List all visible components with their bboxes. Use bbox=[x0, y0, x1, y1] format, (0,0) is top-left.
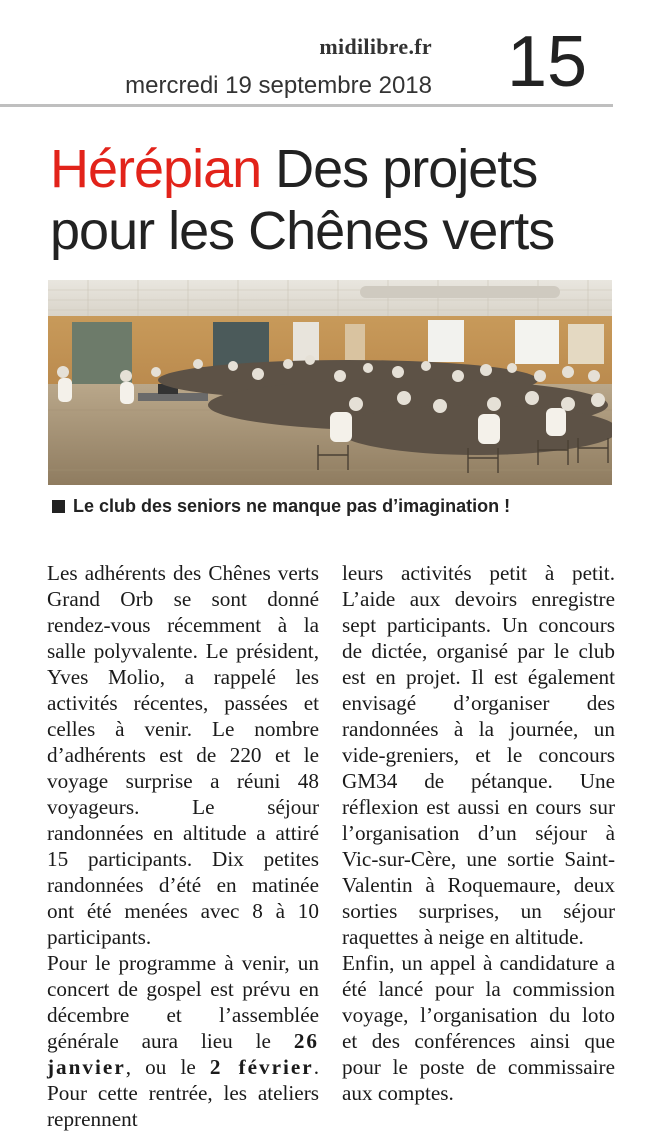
photo-caption-text: Le club des seniors ne manque pas d’imagination ! bbox=[73, 496, 511, 516]
site-name[interactable]: midilibre.fr bbox=[319, 34, 432, 59]
article-headline bbox=[50, 138, 630, 262]
paragraph-2-continued: leurs activités petit à petit. L’aide aux devoirs enregistre sept participants. Un concours de dictée, organisé par le club est en projet. Il est également envisagé d’organiser des randonnées à la journée, un vide-greniers, et le concours GM34 de pétanque. Une réflexion est aussi en cours sur l’organisation d’un séjour à Vic-sur-Cère, une sortie Saint-Valentin à Roquemaure, deux sorties surprises, un séjour raquettes à neige en altitude. bbox=[342, 561, 615, 949]
article-column-2 bbox=[342, 560, 615, 1106]
headline-town: Hérépian bbox=[50, 139, 262, 199]
paragraph-2-text-c: . Pour cette rentrée, les ateliers reprennent bbox=[47, 1055, 319, 1131]
issue-date: mercredi 19 septembre 2018 bbox=[125, 72, 432, 99]
date-highlight-2: 2 février bbox=[209, 1055, 314, 1079]
meeting-hall-photo bbox=[48, 280, 612, 485]
masthead bbox=[0, 0, 650, 110]
paragraph-2-start bbox=[47, 950, 319, 1132]
caption-bullet-icon bbox=[52, 500, 65, 513]
paragraph-3: Enfin, un appel à candidature a été lancé pour la commission voyage, l’organisation du loto et des conférences ainsi que pour le poste de commissaire aux comptes. bbox=[342, 951, 615, 1105]
photo-caption bbox=[52, 496, 510, 517]
headline-title: Des projets pour les Chênes verts bbox=[50, 139, 555, 261]
article-photo bbox=[48, 280, 612, 485]
paragraph-1: Les adhérents des Chênes verts Grand Orb se sont donné rendez-vous récemment à la salle polyvalente. Le président, Yves Molio, a rappelé les activités récentes, passées et celles à venir. Le nombre d’adhérents est de 220 et le voyage surprise a réuni 48 voyageurs. Le séjour randonnées en altitude a attiré 15 participants. Dix petites randonnées d’été en matinée ont été menées avec 8 à 10 participants. bbox=[47, 561, 319, 949]
article-column-1 bbox=[47, 560, 319, 1132]
paragraph-2-text-a: Pour le programme à venir, un concert de gospel est prévu en décembre et l’assemblée générale aura lieu le bbox=[47, 951, 319, 1053]
page-number: 15 bbox=[507, 22, 588, 102]
date-highlight-1: 26 janvier bbox=[47, 1029, 319, 1079]
paragraph-2-text-b: , ou le bbox=[125, 1055, 210, 1079]
header-divider bbox=[0, 104, 613, 107]
